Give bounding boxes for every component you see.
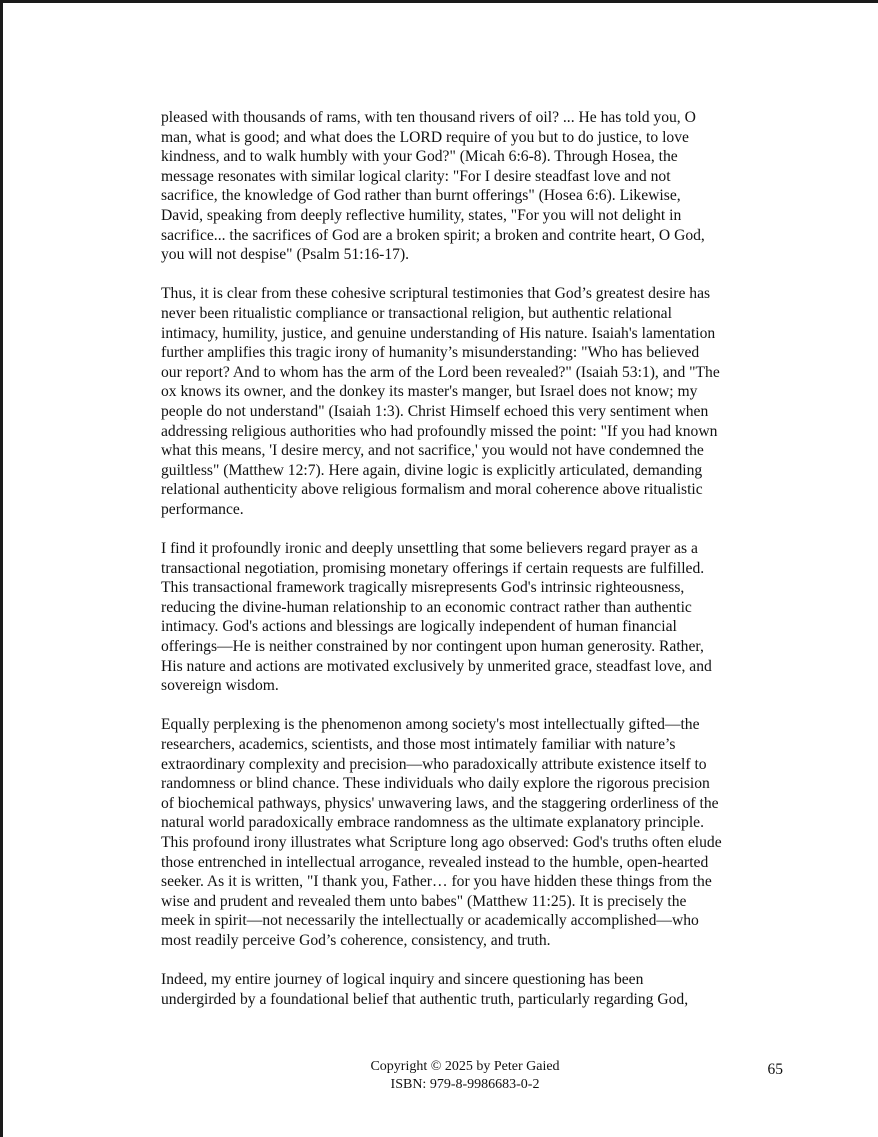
text-line: Equally perplexing is the phenomenon among society's most intellectually gifted—the [161, 716, 700, 734]
text-line: of biochemical pathways, physics' unwavering laws, and the staggering orderliness of the [161, 794, 719, 812]
isbn-line: ISBN: 979-8-9986683-0-2 [390, 1077, 540, 1092]
text-line: Indeed, my entire journey of logical inquiry and sincere questioning has been [161, 971, 644, 989]
text-line: performance. [161, 500, 244, 518]
text-line: extraordinary complexity and precision—who paradoxically attribute existence itself to [161, 755, 707, 773]
text-line: His nature and actions are motivated exclusively by unmerited grace, steadfast love, and [161, 657, 712, 675]
copyright-notice: Copyright © 2025 by Peter Gaied [370, 1059, 560, 1074]
text-line: most readily perceive God’s coherence, consistency, and truth. [161, 931, 551, 949]
text-line: guiltless" (Matthew 12:7). Here again, divine logic is explicitly articulated, demanding [161, 461, 703, 479]
text-line: randomness or blind chance. These individuals who daily explore the rigorous precision [161, 775, 710, 793]
text-line: those entrenched in intellectual arrogance, revealed instead to the humble, open-hearted [161, 853, 709, 871]
text-line: reducing the divine-human relationship to an economic contract rather than authentic [161, 598, 692, 616]
text-line: kindness, and to walk humbly with your God?" (Micah 6:6-8). Through Hosea, the [161, 148, 678, 166]
text-line: Thus, it is clear from these cohesive scriptural testimonies that God’s greatest desire has [161, 285, 711, 303]
paragraph [161, 970, 791, 1009]
text-line: offerings—He is neither constrained by nor contingent upon human generosity. Rather, [161, 638, 704, 656]
paragraph [161, 539, 791, 696]
text-line: I find it profoundly ironic and deeply unsettling that some believers regard prayer as a [161, 540, 698, 558]
text-line: sacrifice... the sacrifices of God are a broken spirit; a broken and contrite heart, O God, [161, 226, 705, 244]
paragraph [161, 284, 791, 519]
text-line: researchers, academics, scientists, and those most intimately familiar with nature’s [161, 736, 676, 753]
text-line: what this means, 'I desire mercy, and not sacrifice,' you would not have condemned the [161, 442, 704, 460]
page-body [161, 108, 791, 1029]
text-line: sovereign wisdom. [161, 677, 279, 695]
text-line: This profound irony illustrates what Scripture long ago observed: God's truths often elude [161, 833, 722, 851]
text-line: transactional negotiation, promising monetary offerings if certain requests are fulfilled. [161, 559, 705, 577]
text-line: our report? And to whom has the arm of the Lord been revealed?" (Isaiah 53:1), and "The [161, 363, 720, 381]
text-line: further amplifies this tragic irony of humanity’s misunderstanding: "Who has believed [161, 344, 700, 362]
text-line: man, what is good; and what does the LORD require of you but to do justice, to love [161, 128, 689, 146]
text-line: intimacy, humility, justice, and genuine understanding of His nature. Isaiah's lamentation [161, 324, 716, 342]
text-line: ox knows its owner, and the donkey its master's manger, but Israel does not know; my [161, 383, 698, 401]
paragraph [161, 108, 791, 265]
text-line: seeker. As it is written, "I thank you, Father… for you have hidden these things from the [161, 873, 712, 891]
text-line: David, speaking from deeply reflective humility, states, "For you will not delight in [161, 206, 682, 224]
text-line: relational authenticity above religious formalism and moral coherence above ritualistic [161, 481, 703, 499]
page-number: 65 [767, 1061, 783, 1078]
text-line: people do not understand" (Isaiah 1:3). Christ Himself echoed this very sentiment when [161, 402, 709, 420]
text-line: message resonates with similar logical clarity: "For I desire steadfast love and not [161, 167, 671, 185]
text-line: addressing religious authorities who had profoundly missed the point: "If you had known [161, 422, 718, 440]
text-line: intimacy. God's actions and blessings are logically independent of human financial [161, 618, 677, 636]
text-line: sacrifice, the knowledge of God rather than burnt offerings" (Hosea 6:6). Likewise, [161, 187, 681, 205]
text-line: you will not despise" (Psalm 51:16-17). [161, 246, 410, 264]
paragraph [161, 715, 791, 950]
text-line: never been ritualistic compliance or transactional religion, but authentic relational [161, 304, 672, 322]
text-line: This transactional framework tragically misrepresents God's intrinsic righteousness, [161, 579, 685, 597]
text-line: pleased with thousands of rams, with ten thousand rivers of oil? ... He has told you, O [161, 109, 696, 126]
text-line: wise and prudent and revealed them unto babes" (Matthew 11:25). It is precisely the [161, 892, 687, 910]
text-line: natural world paradoxically embrace randomness as the ultimate explanatory principle. [161, 814, 704, 832]
text-line: undergirded by a foundational belief that authentic truth, particularly regarding God, [161, 990, 689, 1008]
text-line: meek in spirit—not necessarily the intellectually or academically accomplished—who [161, 912, 699, 930]
